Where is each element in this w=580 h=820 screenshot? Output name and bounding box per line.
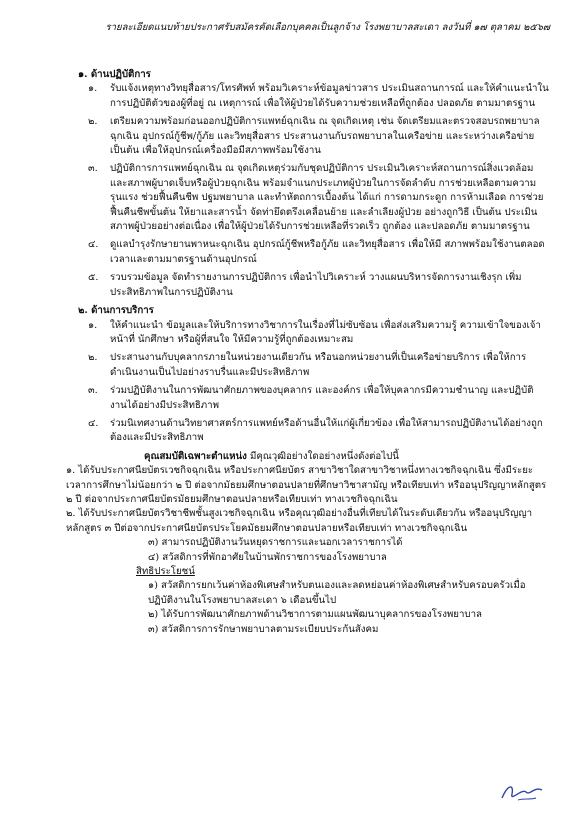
section1-item-number: ๕. — [88, 272, 99, 284]
section2-item-number: ๑. — [88, 319, 98, 331]
section1-list — [80, 82, 550, 300]
benefits-title: สิทธิประโยชน์ — [136, 566, 195, 577]
qualifications-heading-suffix: มีคุณวุฒิอย่างใดอย่างหนึ่งดังต่อไปนี้ — [246, 450, 399, 462]
section2-item — [80, 319, 550, 348]
section2-item-text: ร่วมปฏิบัติงานในการพัฒนาศักยภาพของบุคลากร และองค์กร เพื่อให้บุคลากรมีความชำนาญ และปฏิบัติงานได้อย่างมีประสิทธิภาพ — [110, 385, 534, 411]
qualifications-heading — [80, 450, 550, 464]
section2-item-number: ๓. — [88, 385, 98, 397]
signature-mark — [498, 780, 546, 810]
section1-item-number: ๒. — [88, 116, 98, 128]
benefit-item-1 — [80, 579, 550, 608]
section1-item-text: ปฏิบัติการการแพทย์ฉุกเฉิน ณ จุดเกิดเหตุร่วมกับชุดปฏิบัติการ ประเมินวิเคราะห์สถานการณ์สิ่งแวดล้อม และสภาพผู้บาดเจ็บหรือผู้ป่วยฉุกเฉิน พร้อมจำแนกประเภทผู้ป่วยในการจัดลำดับ การช่วยเหลือตามความรุนแรง ช่วยฟื้นคืนชีพ ปฐมพยาบาล และทำหัตถการเบื้องต้น ได้แก่ การดามกระดูก การห้ามเลือด การช่วยฟื้นคืนชีพขั้นต้น ให้ยาและสารน้ำ จัดท่ายึดตรึงเคลื่อนย้าย และลำเลียงผู้ป่วย อย่างถูกวิธี เป็นต้น ประเมินสภาพผู้ป่วยอย่างต่อเนื่อง เพื่อให้ผู้ป่วยได้รับการช่วยเหลือที่รวดเร็ว ถูกต้อง และปลอดภัย ตามมาตรฐาน — [110, 163, 544, 233]
section2-item-number: ๔. — [88, 417, 99, 429]
qualification-sub-item-4: ๔) สวัสดิการที่พักอาศัยในบ้านพักราชการของโรงพยาบาล — [148, 551, 387, 563]
section1-item — [80, 82, 550, 111]
qualifications-heading-label: คุณสมบัติเฉพาะตำแหน่ง — [144, 450, 247, 462]
section1-item — [80, 238, 550, 267]
document-body — [66, 68, 550, 637]
section1-title: ๑. ด้านปฏิบัติการ — [78, 69, 151, 80]
qualification-item-1: ๑. ได้รับประกาศนียบัตรเวชกิจฉุกเฉิน หรือประกาศนียบัตร สาขาวิชาใดสาขาวิชาหนึ่งทางเวชกิจฉุกเฉิน ซึ่งมีระยะเวลาการศึกษาไม่น้อยกว่า ๒ ปี ต่อจากมัธยมศึกษาตอนปลายที่ศึกษาวิชาสามัญ หรือเทียบเท่า หรืออนุปริญญาหลักสูตร ๒ ปี ต่อจากประกาศนียบัตรมัธยมศึกษาตอนปลายหรือเทียบเท่า ทางเวชกิจฉุกเฉิน — [66, 465, 547, 505]
section1-item — [80, 162, 550, 234]
section1-item-number: ๓. — [88, 163, 98, 175]
section1-item-text: รวบรวมข้อมูล จัดทำรายงานการปฏิบัติการ เพื่อนำไปวิเคราะห์ วางแผนบริหารจัดการงานเชิงรุก เพิ่มประสิทธิภาพในการปฏิบัติงาน — [110, 272, 522, 298]
section2-item-text: ร่วมนิเทศงานด้านวิทยาศาสตร์การแพทย์หรือด้านอื่นให้แก่ผู้เกี่ยวข้อง เพื่อให้สามารถปฏิบัติงานได้อย่างถูกต้องและมีประสิทธิภาพ — [110, 417, 543, 444]
qualification-sub-item-3: ๓) สามารถปฏิบัติงานวันหยุดราชการและนอกเวลาราชการได้ — [148, 537, 403, 549]
benefit-item-3: ๓) สวัสดิการการรักษาพยาบาลตามระเบียบประกันสังคม — [148, 623, 379, 635]
benefit-item-2: ๒) ได้รับการพัฒนาศักยภาพด้านวิชาการตามแผนพัฒนาบุคลากรของโรงพยาบาล — [148, 609, 482, 621]
benefit-item-1-text: ๑) สวัสดิการยกเว้นค่าห้องพิเศษสำหรับตนเองและลดหย่อนค่าห้องพิเศษสำหรับครอบครัวเมื่อปฏิบัติงานในโรงพยาบาลสะเดา ๖ เดือนขึ้นไป — [148, 580, 526, 606]
document-header: รายละเอียดแนบท้ายประกาศรับสมัครคัดเลือกบุคคลเป็นลูกจ้าง โรงพยาบาลสะเดา ลงวันที่ ๑๗ ตุลาคม ๒๕๖๗ — [105, 22, 550, 33]
section2-list — [80, 319, 550, 446]
section2-title: ๒. ด้านการบริการ — [78, 305, 154, 317]
section1-item — [80, 271, 550, 300]
section2-item — [80, 351, 550, 380]
section2-item-text: ประสานงานกับบุคลากรภายในหน่วยงานเดียวกัน หรือนอกหน่วยงานที่เป็นเครือข่ายบริการ เพื่อให้การดำเนินงานเป็นไปอย่างราบรื่นและมีประสิทธิภาพ — [110, 352, 527, 378]
section1-item-number: ๑. — [88, 83, 98, 95]
section2-item-number: ๒. — [88, 352, 98, 364]
section1-item — [80, 115, 550, 158]
section2-item — [80, 384, 550, 413]
section2-item — [80, 417, 550, 446]
section1-item-number: ๔. — [88, 239, 99, 251]
qualification-item-2: ๒. ได้รับประกาศนียบัตรวิชาชีพชั้นสูงเวชกิจฉุกเฉิน หรือคุณวุฒิอย่างอื่นที่เทียบได้ในระดับเดียวกัน หรืออนุปริญญาหลักสูตร ๓ ปีต่อจากประกาศนียบัตรประโยคมัธยมศึกษาตอนปลายหรือเทียบเท่า ทางเวชกิจฉุกเฉิน — [66, 508, 533, 534]
section1-item-text: ดูแลบำรุงรักษายานพาหนะฉุกเฉิน อุปกรณ์กู้ชีพหรือกู้ภัย และวิทยุสื่อสาร เพื่อให้มี สภาพพร้อมใช้งานตลอดเวลาและตามมาตรฐานด้านอุปกรณ์ — [110, 239, 545, 265]
section2-item-text: ให้คำแนะนำ ข้อมูลและให้บริการทางวิชาการในเรื่องที่ไม่ซับซ้อน เพื่อส่งเสริมความรู้ ความเข้าใจของเจ้าหน้าที่ นักศึกษา หรือผู้ที่สนใจ ให้มีความรู้ที่ถูกต้องเหมาะสม — [110, 319, 541, 345]
section1-item-text: เตรียมความพร้อมก่อนออกปฏิบัติการแพทย์ฉุกเฉิน ณ จุดเกิดเหตุ เช่น จัดเตรียมและตรวจสอบรถพยาบาลฉุกเฉิน อุปกรณ์กู้ชีพ/กู้ภัย และวิทยุสื่อสาร ประสานงานกับรถพยาบาลในเครือข่าย และระหว่างเครือข่าย เป็นต้น เพื่อให้อุปกรณ์เครื่องมือมีสภาพพร้อมใช้งาน — [110, 116, 540, 157]
section1-item-text: รับแจ้งเหตุทางวิทยุสื่อสาร/โทรศัพท์ พร้อมวิเคราะห์ข้อมูลข่าวสาร ประเมินสถานการณ์ และให้คำแนะนำในการปฏิบัติตัวของผู้ที่อยู่ ณ เหตุการณ์ เพื่อให้ผู้ป่วยได้รับความช่วยเหลือที่ถูกต้อง ปลอดภัย ตามมาตรฐาน — [110, 83, 549, 109]
